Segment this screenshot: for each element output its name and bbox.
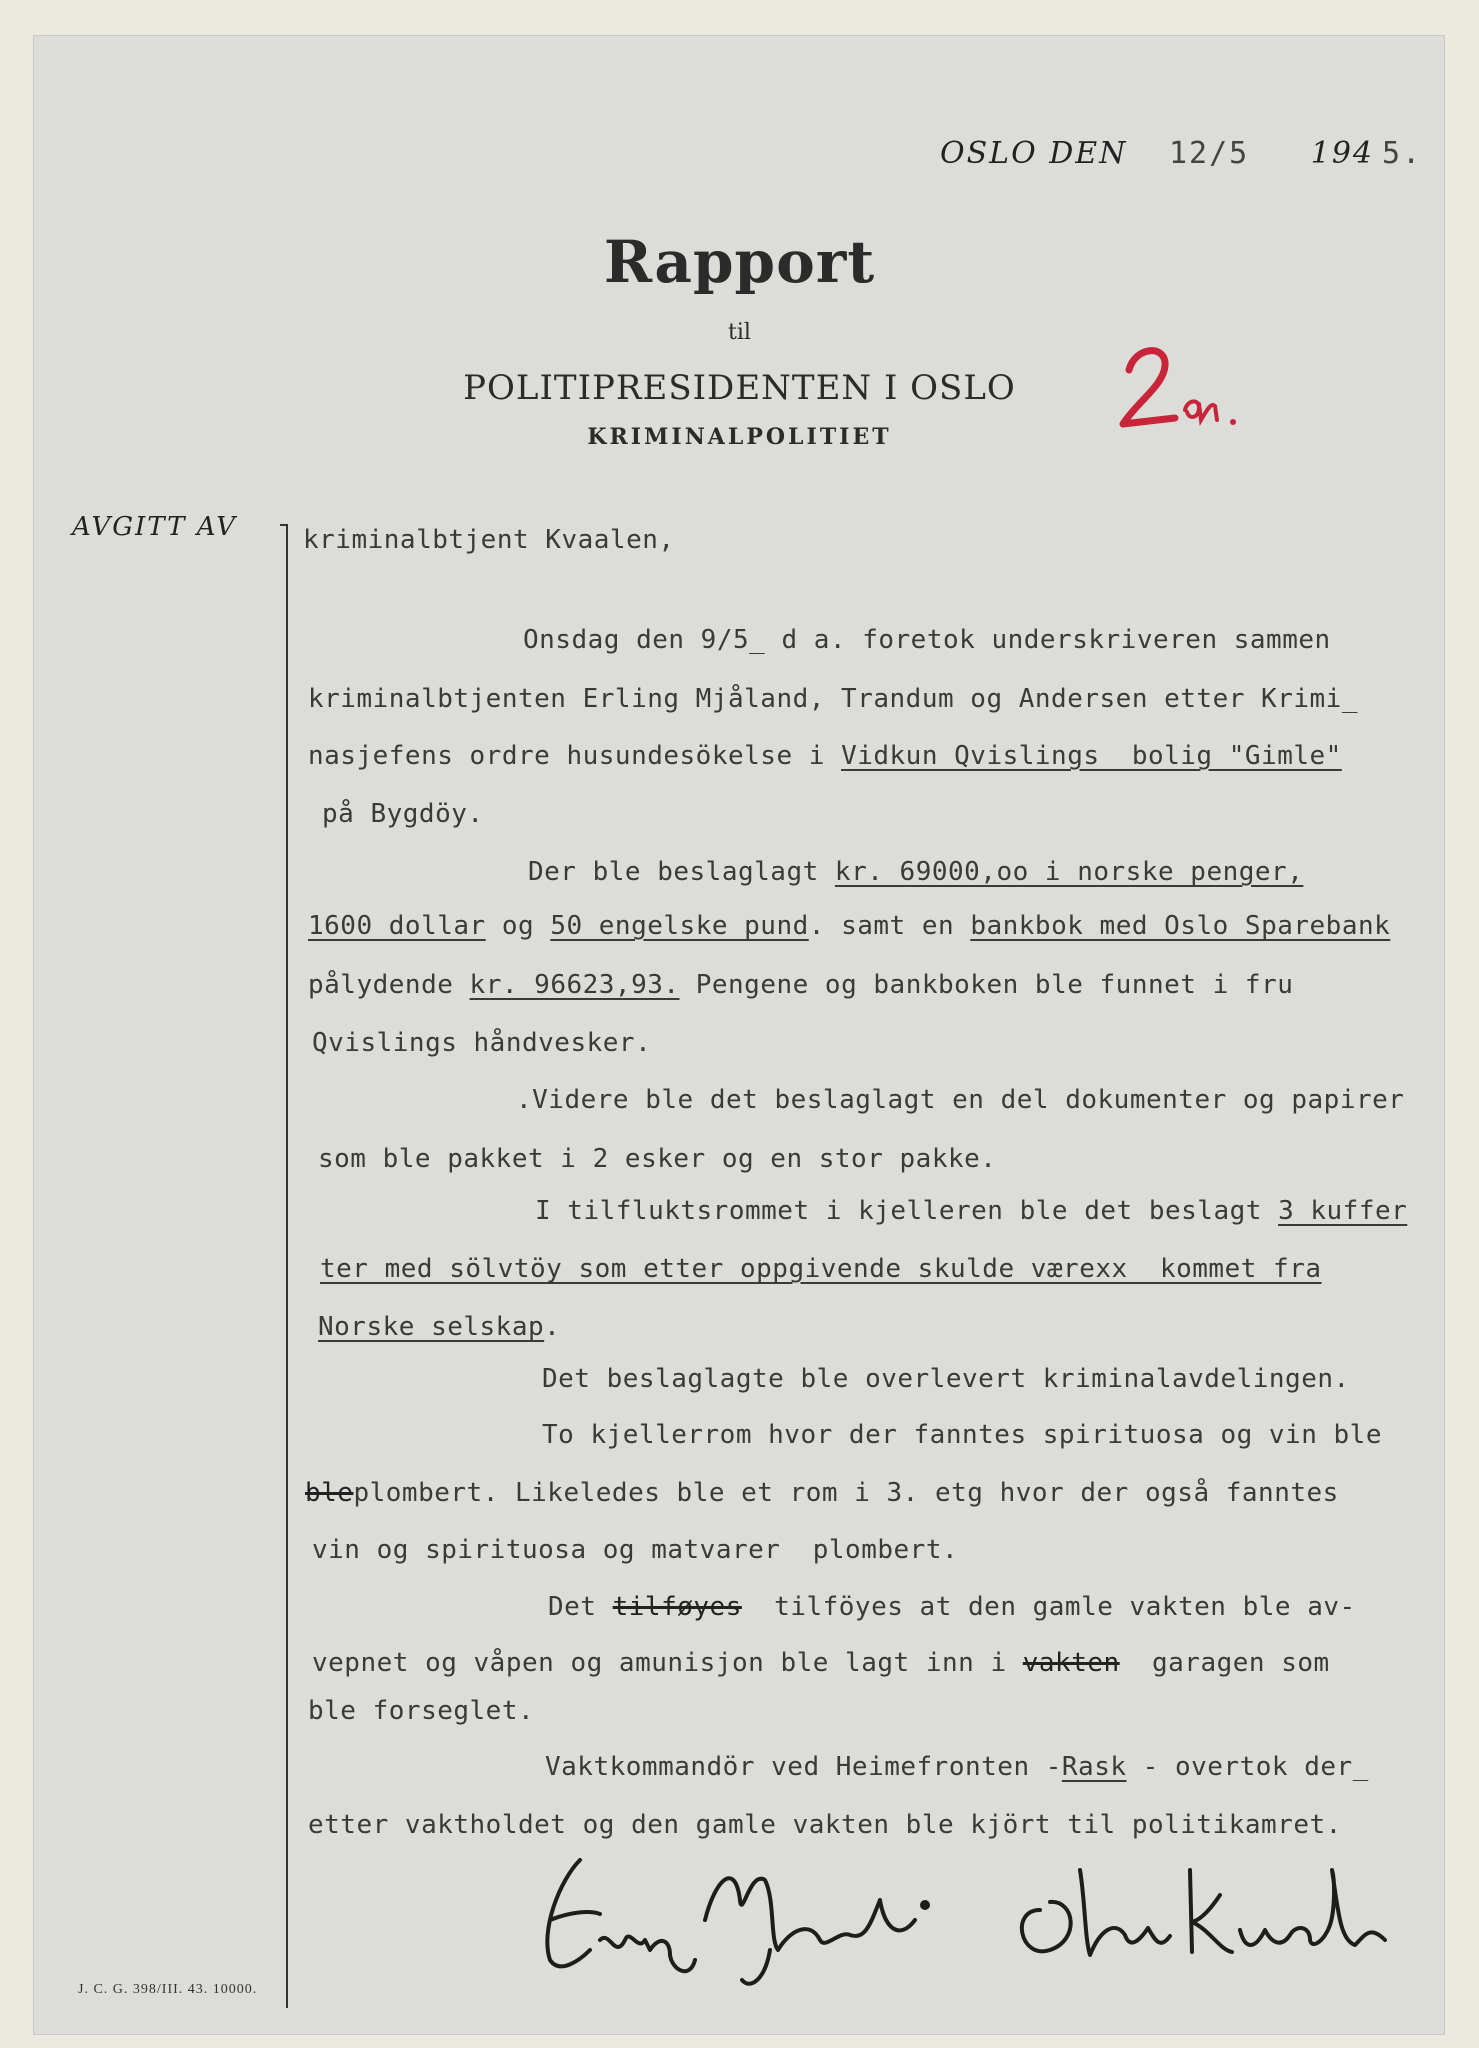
- line-04-a: nasjefens ordre husundesökelse i: [308, 741, 842, 771]
- line-07: [308, 911, 1390, 941]
- line-14-b: .: [544, 1312, 561, 1342]
- line-22-c: - overtok der_: [1126, 1752, 1369, 1782]
- line-03: kriminalbtjenten Erling Mjåland, Trandum og Andersen etter Krimi_: [308, 684, 1358, 714]
- line-08-a: pålydende: [308, 970, 470, 1000]
- line-22-b: Rask: [1061, 1752, 1127, 1782]
- line-04-b: Vidkun Qvislings bolig "Gimle": [841, 741, 1342, 771]
- line-19-c: tilföyes at den gamle vakten ble av-: [741, 1592, 1356, 1622]
- report-title: Rapport: [603, 228, 876, 296]
- line-06-a: Der ble beslaglagt: [528, 857, 835, 887]
- line-10: .Videre ble det beslaglagt en del dokumenter og papirer: [516, 1085, 1405, 1115]
- organization-name: POLITIPRESIDENTEN I OSLO: [463, 368, 1016, 408]
- line-22: [545, 1752, 1369, 1782]
- line-14-a: Norske selskap: [318, 1312, 545, 1342]
- handwritten-mark: [1115, 340, 1245, 440]
- line-20: [312, 1648, 1330, 1678]
- line-20-struck: vakten: [1022, 1648, 1120, 1678]
- line-04: [308, 741, 1342, 771]
- form-code: J. C. G. 398/III. 43. 10000.: [78, 1982, 258, 1997]
- line-20-a: vepnet og våpen og amunisjon ble lagt inn i: [312, 1648, 1023, 1678]
- signature-left: [547, 1860, 928, 1984]
- line-17-struck: ble: [305, 1478, 354, 1508]
- line-21: ble forseglet.: [308, 1696, 535, 1726]
- line-02: Onsdag den 9/5_ d a. foretok underskriveren sammen: [523, 625, 1331, 655]
- avgitt-av-label: AVGITT AV: [72, 512, 237, 542]
- til-label: til: [728, 320, 751, 345]
- line-08: [308, 970, 1293, 1000]
- line-07-e: bankbok med Oslo Sparebank: [970, 911, 1391, 941]
- line-14: [318, 1312, 560, 1342]
- line-20-c: garagen som: [1119, 1648, 1330, 1678]
- signature-right: [1022, 1870, 1385, 1955]
- line-19: [548, 1592, 1356, 1622]
- place-date-label: OSLO DEN: [940, 136, 1128, 171]
- line-05: på Bygdöy.: [322, 799, 484, 829]
- line-15: Det beslaglagte ble overlevert kriminalavdelingen.: [542, 1364, 1350, 1394]
- line-08-b: kr. 96623,93.: [469, 970, 680, 1000]
- line-19-a: Det: [548, 1592, 613, 1622]
- line-17-b: plombert. Likeledes ble et rom i 3. etg hvor der også fanntes: [353, 1478, 1339, 1508]
- line-06: [528, 857, 1303, 887]
- signatures: [520, 1840, 1400, 1990]
- line-07-a: 1600 dollar: [308, 911, 486, 941]
- year-typed: 5.: [1382, 136, 1423, 171]
- line-06-b: kr. 69000,oo i norske penger,: [834, 857, 1304, 887]
- date-handwritten: 12/5: [1168, 136, 1250, 171]
- department-name: KRIMINALPOLITIET: [587, 424, 892, 450]
- line-19-struck: tilføyes: [612, 1592, 742, 1622]
- line-13: ter med sölvtöy som etter oppgivende skulde værexx kommet fra: [320, 1254, 1322, 1284]
- line-08-c: Pengene og bankboken ble funnet i fru: [679, 970, 1294, 1000]
- place-date: [940, 136, 1422, 171]
- line-12-a: I tilfluktsrommet i kjelleren ble det beslagt: [535, 1196, 1279, 1226]
- line-07-c: 50 engelske pund: [550, 911, 809, 941]
- line-12-b: 3 kuffer: [1278, 1196, 1408, 1226]
- line-17: [305, 1478, 1339, 1508]
- year-printed: 194: [1310, 136, 1375, 171]
- margin-rule: [286, 524, 288, 2008]
- line-22-a: Vaktkommandör ved Heimefronten -: [545, 1752, 1062, 1782]
- line-11: som ble pakket i 2 esker og en stor pakke.: [318, 1144, 997, 1174]
- line-18: vin og spirituosa og matvarer plombert.: [312, 1535, 959, 1565]
- line-23: etter vaktholdet og den gamle vakten ble kjört til politikamret.: [308, 1810, 1342, 1840]
- line-12: [535, 1196, 1407, 1226]
- line-07-b: og: [485, 911, 551, 941]
- line-16: To kjellerrom hvor der fanntes spirituosa og vin ble: [542, 1420, 1382, 1450]
- line-01: kriminalbtjent Kvaalen,: [303, 525, 675, 555]
- line-09: Qvislings håndvesker.: [312, 1028, 652, 1058]
- line-07-d: . samt en: [808, 911, 971, 941]
